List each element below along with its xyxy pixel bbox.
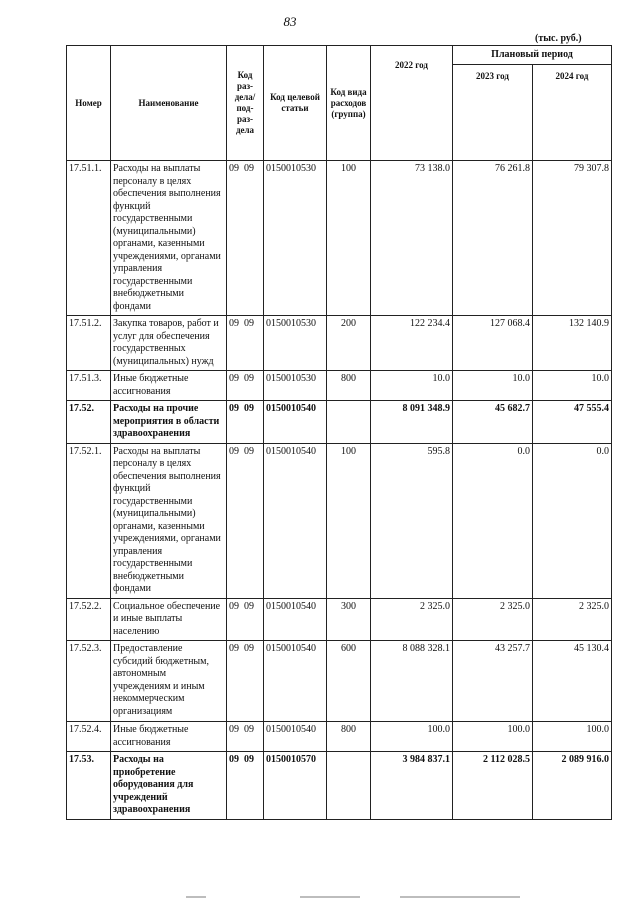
row-amount-2024: 100.0 bbox=[533, 722, 612, 752]
header-2023: 2023 год bbox=[453, 64, 533, 160]
row-podrazdel: 09 bbox=[244, 600, 254, 612]
page-number: 83 bbox=[283, 14, 297, 29]
table-row bbox=[67, 316, 612, 371]
row-razdel: 09 bbox=[229, 643, 239, 654]
row-number: 17.52.1. bbox=[67, 443, 111, 598]
table-header bbox=[67, 46, 612, 161]
row-amount-2023: 2 112 028.5 bbox=[453, 752, 533, 820]
row-expense-type: 800 bbox=[327, 371, 371, 401]
table-row bbox=[67, 161, 612, 316]
row-target-code: 0150010540 bbox=[264, 598, 327, 641]
header-2024: 2024 год bbox=[533, 64, 612, 160]
row-section-code bbox=[227, 316, 264, 371]
table-body bbox=[67, 161, 612, 820]
row-name: Расходы на прочие мероприятия в области здравоохранения bbox=[111, 401, 227, 444]
row-podrazdel: 09 bbox=[244, 643, 254, 654]
row-name: Расходы на выплаты персоналу в целях обеспечения выполнения функций государственными (муниципальными) органами, казенными учреждениями, органами управления государственными внебюджетными фондами bbox=[111, 161, 227, 316]
row-amount-2022: 122 234.4 bbox=[371, 316, 453, 371]
row-podrazdel: 09 bbox=[244, 724, 254, 735]
row-name: Иные бюджетные ассигнования bbox=[111, 722, 227, 752]
row-amount-2022: 8 091 348.9 bbox=[371, 401, 453, 444]
row-section-code bbox=[227, 371, 264, 401]
row-expense-type: 300 bbox=[327, 598, 371, 641]
row-amount-2024: 79 307.8 bbox=[533, 161, 612, 316]
row-expense-type: 100 bbox=[327, 161, 371, 316]
row-amount-2023: 43 257.7 bbox=[453, 641, 533, 722]
row-number: 17.51.1. bbox=[67, 161, 111, 316]
header-2022: 2022 год bbox=[371, 46, 453, 161]
table-row bbox=[67, 722, 612, 752]
row-razdel: 09 bbox=[229, 318, 239, 329]
row-number: 17.53. bbox=[67, 752, 111, 820]
row-razdel: 09 bbox=[229, 163, 239, 174]
row-amount-2022: 2 325.0 bbox=[371, 598, 453, 641]
row-amount-2024: 45 130.4 bbox=[533, 641, 612, 722]
row-name: Закупка товаров, работ и услуг для обеспечения государственных (муниципальных) нужд bbox=[111, 316, 227, 371]
row-razdel: 09 bbox=[229, 724, 239, 735]
row-amount-2024: 0.0 bbox=[533, 443, 612, 598]
row-name: Расходы на приобретение оборудования для учреждений здравоохранения bbox=[111, 752, 227, 820]
header-section: Код раз-дела/ под-раз-дела bbox=[227, 46, 264, 161]
row-number: 17.52.2. bbox=[67, 598, 111, 641]
row-name: Иные бюджетные ассигнования bbox=[111, 371, 227, 401]
scan-artifact bbox=[400, 896, 520, 898]
header-name: Наименование bbox=[111, 46, 227, 161]
row-expense-type bbox=[327, 752, 371, 820]
row-amount-2022: 100.0 bbox=[371, 722, 453, 752]
row-amount-2024: 47 555.4 bbox=[533, 401, 612, 444]
row-name: Предоставление субсидий бюджетным, автономным учреждениям и иным некоммерческим организациям bbox=[111, 641, 227, 722]
row-expense-type: 600 bbox=[327, 641, 371, 722]
row-amount-2023: 76 261.8 bbox=[453, 161, 533, 316]
row-amount-2022: 73 138.0 bbox=[371, 161, 453, 316]
row-razdel: 09 bbox=[229, 403, 239, 414]
row-amount-2024: 10.0 bbox=[533, 371, 612, 401]
table-row bbox=[67, 401, 612, 444]
header-expense-type: Код вида расходов (группа) bbox=[327, 46, 371, 161]
row-amount-2022: 595.8 bbox=[371, 443, 453, 598]
row-podrazdel: 09 bbox=[244, 163, 254, 174]
row-amount-2023: 2 325.0 bbox=[453, 598, 533, 641]
row-podrazdel: 09 bbox=[244, 318, 254, 329]
row-target-code: 0150010530 bbox=[264, 316, 327, 371]
row-section-code bbox=[227, 161, 264, 316]
row-amount-2023: 10.0 bbox=[453, 371, 533, 401]
row-section-code bbox=[227, 401, 264, 444]
row-target-code: 0150010540 bbox=[264, 722, 327, 752]
header-target: Код целевой статьи bbox=[264, 46, 327, 161]
row-amount-2024: 132 140.9 bbox=[533, 316, 612, 371]
header-plan-period: Плановый период bbox=[453, 46, 612, 65]
row-amount-2022: 10.0 bbox=[371, 371, 453, 401]
row-amount-2023: 100.0 bbox=[453, 722, 533, 752]
row-amount-2024: 2 089 916.0 bbox=[533, 752, 612, 820]
row-name: Социальное обеспечение и иные выплаты населению bbox=[111, 598, 227, 641]
row-section-code bbox=[227, 722, 264, 752]
table-row bbox=[67, 371, 612, 401]
row-target-code: 0150010570 bbox=[264, 752, 327, 820]
row-podrazdel: 09 bbox=[244, 445, 254, 457]
row-section-code bbox=[227, 443, 264, 598]
scan-artifact bbox=[186, 896, 206, 898]
table-row bbox=[67, 598, 612, 641]
row-podrazdel: 09 bbox=[244, 754, 254, 765]
table-row bbox=[67, 443, 612, 598]
header-number: Номер bbox=[67, 46, 111, 161]
row-razdel: 09 bbox=[229, 754, 239, 765]
units-label: (тыс. руб.) bbox=[535, 33, 582, 44]
table-row bbox=[67, 752, 612, 820]
row-expense-type bbox=[327, 401, 371, 444]
row-amount-2024: 2 325.0 bbox=[533, 598, 612, 641]
row-name: Расходы на выплаты персоналу в целях обеспечения выполнения функций государственными (муниципальными) органами, казенными учреждениями, органами управления государственными внебюджетными фондами bbox=[111, 443, 227, 598]
row-section-code bbox=[227, 752, 264, 820]
scan-artifact bbox=[300, 896, 360, 898]
row-target-code: 0150010530 bbox=[264, 371, 327, 401]
budget-table bbox=[66, 45, 612, 820]
row-number: 17.52. bbox=[67, 401, 111, 444]
row-razdel: 09 bbox=[229, 373, 239, 384]
row-expense-type: 800 bbox=[327, 722, 371, 752]
row-section-code bbox=[227, 598, 264, 641]
row-amount-2023: 45 682.7 bbox=[453, 401, 533, 444]
row-amount-2022: 8 088 328.1 bbox=[371, 641, 453, 722]
row-number: 17.52.4. bbox=[67, 722, 111, 752]
row-number: 17.51.3. bbox=[67, 371, 111, 401]
row-number: 17.51.2. bbox=[67, 316, 111, 371]
row-amount-2023: 0.0 bbox=[453, 443, 533, 598]
row-target-code: 0150010540 bbox=[264, 641, 327, 722]
table-row bbox=[67, 641, 612, 722]
row-podrazdel: 09 bbox=[244, 373, 254, 384]
row-target-code: 0150010540 bbox=[264, 443, 327, 598]
row-podrazdel: 09 bbox=[244, 403, 254, 414]
row-number: 17.52.3. bbox=[67, 641, 111, 722]
row-section-code bbox=[227, 641, 264, 722]
row-razdel: 09 bbox=[229, 445, 239, 457]
row-razdel: 09 bbox=[229, 600, 239, 612]
row-amount-2023: 127 068.4 bbox=[453, 316, 533, 371]
row-expense-type: 100 bbox=[327, 443, 371, 598]
row-expense-type: 200 bbox=[327, 316, 371, 371]
row-amount-2022: 3 984 837.1 bbox=[371, 752, 453, 820]
row-target-code: 0150010530 bbox=[264, 161, 327, 316]
row-target-code: 0150010540 bbox=[264, 401, 327, 444]
